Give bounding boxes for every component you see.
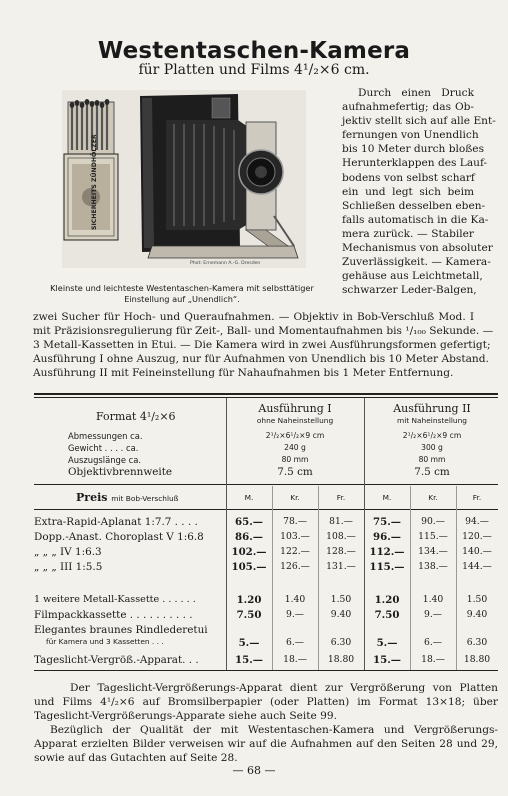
text-line: Mechanismus von absoluter [342, 242, 493, 255]
text-line: 3 Metall-Kassetten in Etui. — Die Kamera wird in zwei Ausführungsformen gefertigt; [33, 339, 491, 352]
header-bottom-rule [34, 509, 498, 510]
price-cell: 96.— [373, 531, 401, 543]
price-cell: 122.— [280, 546, 310, 557]
price-cell: 9.40 [466, 609, 488, 620]
price-row-sublabel: für Kamera und 3 Kassetten . . . [46, 637, 164, 646]
price-cell: 18.— [421, 654, 445, 665]
currency-header: Kr. [290, 493, 300, 502]
page-subtitle: für Platten und Films 4¹/₂×6 cm. [138, 62, 370, 78]
price-row-label: 1 weitere Metall-Kassette . . . . . . [34, 594, 196, 605]
price-cell: 102.— [231, 546, 267, 558]
price-cell: 5.— [376, 637, 398, 649]
price-cell: 1.40 [422, 594, 444, 605]
price-cell: 120.— [462, 531, 492, 542]
price-cell: 5.— [238, 637, 260, 649]
currency-header: Fr. [472, 493, 482, 502]
table-bottom-rule [34, 670, 498, 671]
text-line: und Films 4¹/₂×6 auf Bromsilberpapier (oder Platten) im Format 13×18; über [34, 696, 498, 708]
price-cell: 18.80 [463, 654, 491, 665]
currency-header: M. [382, 493, 392, 502]
matchbox-illustration [64, 99, 118, 240]
text-line: sowie auf das Gutachten auf Seite 28. [34, 752, 238, 764]
text-line: mit Präzisionsregulierung für Zeit-, Ball- und Momentaufnahmen bis ¹/₁₀₀ Sekunde. — [33, 325, 494, 338]
text-line: Zuverlässigkeit. — Kamera- [342, 256, 491, 269]
caption-line: Einstellung auf „Unendlich“. [124, 294, 240, 304]
spec-value: 80 mm [281, 455, 309, 464]
text-line: jektiv stellt sich auf alle Ent- [342, 115, 496, 128]
price-cell: 18.80 [327, 654, 355, 665]
price-row-label: „ „ „ III 1:5.5 [34, 561, 103, 573]
currency-header: Kr. [428, 493, 438, 502]
price-cell: 1.50 [330, 594, 352, 605]
price-cell: 1.40 [284, 594, 306, 605]
price-cell: 15.— [235, 654, 263, 666]
spec-label: Auszugslänge ca. [68, 455, 142, 465]
price-row-label: Dopp.-Anast. Choroplast V 1:6.8 [34, 531, 204, 543]
price-cell: 105.— [231, 561, 267, 573]
text-line: Apparat erzielten Bilder verweisen wir auf die Aufnahmen auf den Seiten 28 und 29, [34, 738, 498, 750]
text-line: falls automatisch in die Ka- [342, 213, 489, 226]
spec-label: Abmessungen ca. [68, 431, 143, 441]
text-line: schwarzer Leder-Balgen, [342, 284, 477, 297]
price-heading [76, 491, 178, 504]
spec-value: 7.5 cm [277, 466, 313, 478]
format-label: Format 4¹/₂×6 [96, 410, 176, 423]
figure-caption [40, 283, 324, 305]
price-cell: 144.— [462, 561, 492, 572]
spec-label: Objektivbrennweite [68, 466, 173, 478]
price-cell: 7.50 [374, 609, 400, 621]
spec-value: 300 g [421, 443, 443, 452]
price-cell: 131.— [326, 561, 356, 572]
price-cell: 9.40 [330, 609, 352, 620]
price-cell: 18.— [283, 654, 307, 665]
spec-label: Gewicht . . . . ca. [68, 443, 139, 453]
text-line: Bezüglich der Qualität der mit Westentaschen-Kamera und Vergrößerungs- [50, 724, 498, 736]
version-1-subtitle: ohne Naheinstellung [256, 416, 334, 425]
text-line: Herunterklappen des Lauf- [342, 157, 488, 170]
text-line: bodens von selbst scharf [342, 171, 475, 184]
text-line: aufnahmefertig; das Ob- [342, 101, 474, 114]
price-cell: 9.— [424, 609, 442, 620]
matchbox-label: SICHERHEITS ZÜNDHÖLZER [91, 134, 98, 230]
camera-photo [62, 90, 306, 268]
price-cell: 6.30 [330, 637, 352, 648]
text-line: Schließen desselben eben- [342, 199, 486, 212]
price-cell: 134.— [418, 546, 448, 557]
price-cell: 15.— [373, 654, 401, 666]
price-row-label: Filmpackkassette . . . . . . . . . . [34, 609, 193, 621]
price-row-label: Extra-Rapid-Aplanat 1:7.7 . . . . [34, 516, 198, 528]
closing-text [34, 681, 498, 765]
price-row-label: Elegantes braunes Rindlederetui [34, 624, 208, 636]
price-cell: 94.— [465, 516, 489, 527]
price-cell: 128.— [326, 546, 356, 557]
table-top-rule [34, 393, 498, 395]
price-cell: 6.— [286, 637, 304, 648]
price-cell: 75.— [373, 516, 401, 528]
price-cell: 115.— [369, 561, 405, 573]
price-cell: 1.20 [374, 594, 400, 606]
price-cell: 1.50 [466, 594, 488, 605]
price-cell: 90.— [421, 516, 445, 527]
spec-value: 80 mm [418, 455, 446, 464]
intro-full-width [33, 310, 494, 380]
spec-value: 2¹/₂×6¹/₂×9 cm [265, 431, 325, 440]
intro-right-column [342, 86, 496, 297]
price-cell: 86.— [235, 531, 263, 543]
spec-value: 2¹/₂×6¹/₂×9 cm [402, 431, 462, 440]
spec-bottom-rule [34, 484, 498, 485]
text-line: Tageslicht-Vergrößerungs-Apparate siehe auch Seite 99. [34, 710, 338, 722]
spec-value: 240 g [284, 443, 306, 452]
price-cell: 103.— [280, 531, 310, 542]
price-cell: 65.— [235, 516, 263, 528]
page-title: Westentaschen-Kamera [97, 38, 411, 64]
version-1-title: Ausführung I [258, 402, 332, 415]
price-cell: 115.— [418, 531, 448, 542]
currency-header: Fr. [336, 493, 346, 502]
text-line: Ausführung II mit Feineinstellung für Nahaufnahmen bis 1 Meter Entfernung. [33, 367, 454, 380]
price-cell: 126.— [280, 561, 310, 572]
text-line: bis 10 Meter durch bloßes [342, 143, 485, 156]
version-2-title: Ausführung II [393, 402, 471, 415]
photo-imprint: Phot: Ernemann A.-G. Dresden [190, 261, 261, 266]
text-line: mera zurück. — Stabiler [342, 227, 474, 240]
table-top-rule-thin [34, 397, 498, 398]
caption-line: Kleinste und leichteste Westentaschen-Kamera mit selbsttätiger [50, 283, 314, 293]
text-line: Der Tageslicht-Vergrößerungs-Apparat dient zur Vergrößerung von Platten [70, 682, 498, 694]
price-heading-sub: mit Bob-Verschluß [111, 494, 179, 503]
text-line: Ausführung I ohne Auszug, nur für Aufnahmen von Unendlich bis 10 Meter Abstand. [33, 353, 489, 366]
text-line: gehäuse aus Leichtmetall, [342, 270, 483, 283]
price-cell: 7.50 [236, 609, 262, 621]
price-cell: 81.— [329, 516, 353, 527]
currency-header: M. [244, 493, 254, 502]
price-cell: 78.— [283, 516, 307, 527]
price-cell: 108.— [326, 531, 356, 542]
text-line: Durch einen Druck [358, 87, 474, 99]
price-heading-label: Preis [76, 491, 108, 504]
spec-value: 7.5 cm [414, 466, 450, 478]
text-line: zwei Sucher für Hoch- und Queraufnahmen. — Objektiv in Bob-Verschluß Mod. I [33, 311, 474, 323]
price-cell: 1.20 [236, 594, 262, 606]
price-cell: 112.— [369, 546, 405, 558]
price-cell: 140.— [462, 546, 492, 557]
version-2-subtitle: mit Naheinstellung [397, 416, 467, 425]
text-line: ein und legt sich beim [342, 185, 474, 198]
text-line: fernungen von Unendlich [342, 129, 479, 142]
price-cell: 6.30 [466, 637, 488, 648]
price-row-label: Tageslicht-Vergröß.-Apparat. . . [34, 654, 199, 666]
price-cell: 138.— [418, 561, 448, 572]
price-row-label: „ „ „ IV 1:6.3 [34, 546, 102, 558]
price-cell: 6.— [424, 637, 442, 648]
page-number: — 68 — [232, 764, 276, 777]
price-cell: 9.— [286, 609, 304, 620]
